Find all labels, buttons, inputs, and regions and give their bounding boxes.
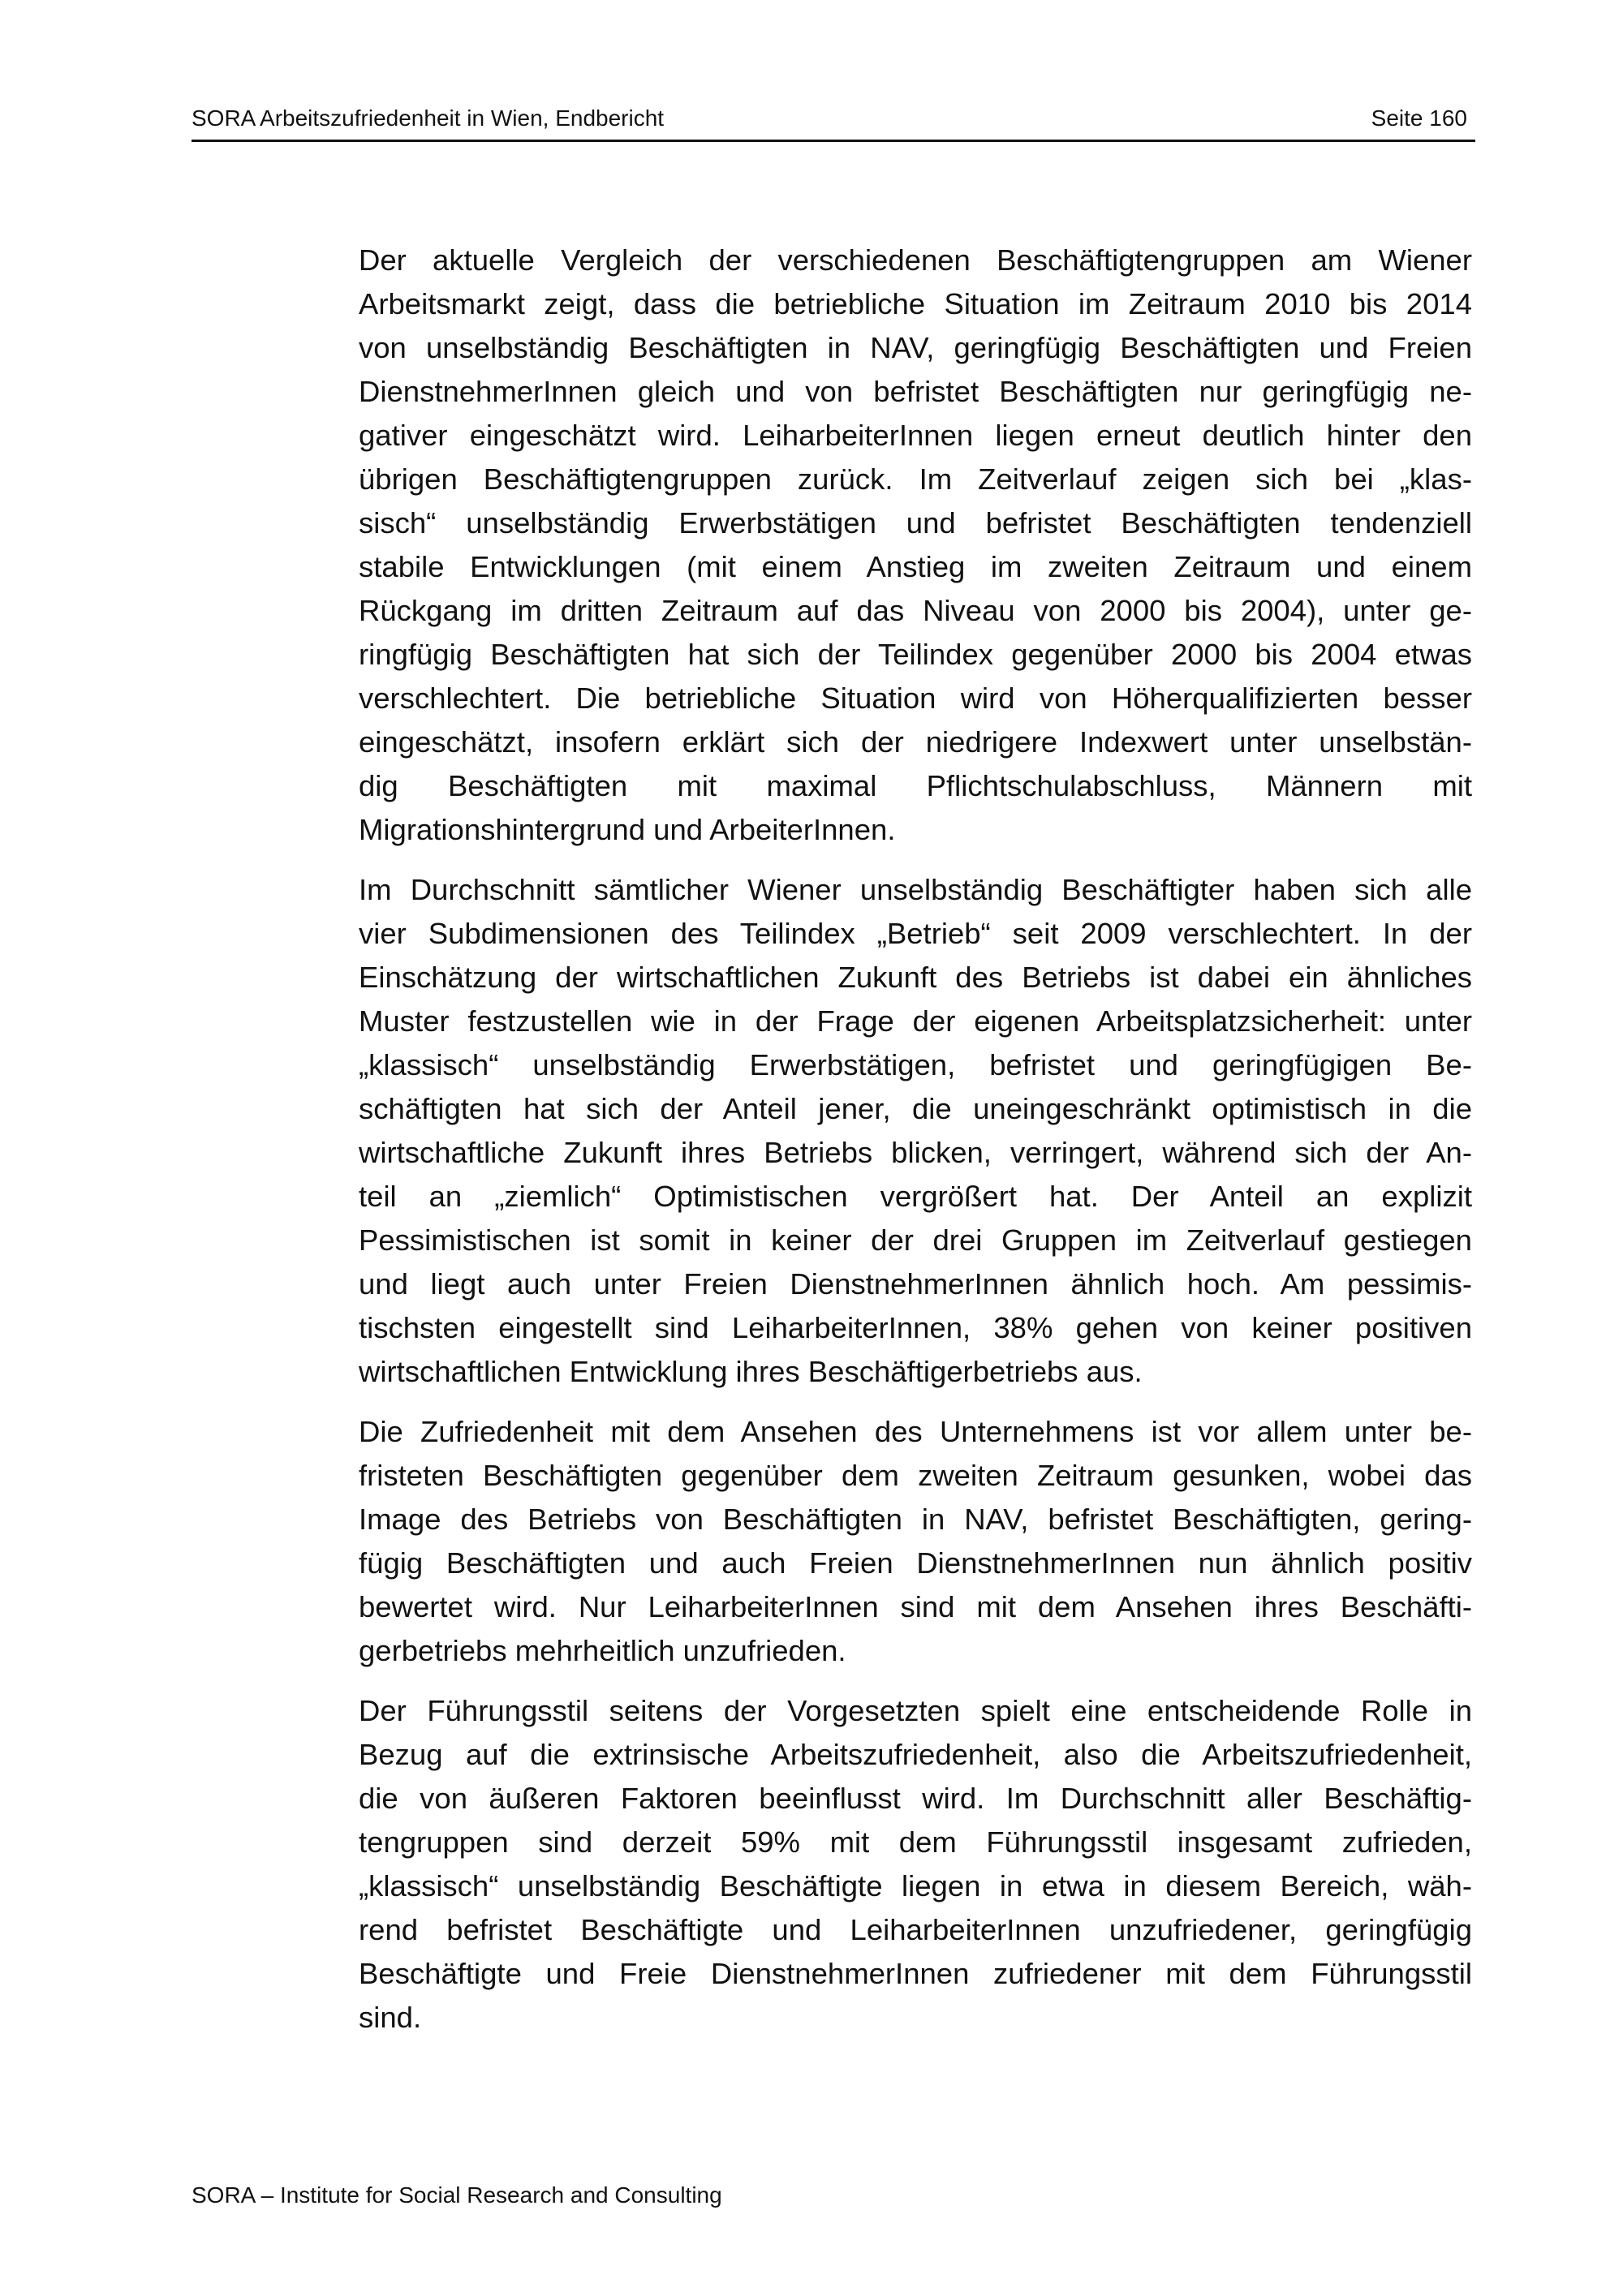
text-line: tischsten eingestellt sind LeiharbeiterInnen, 38% gehen von keiner positiven <box>359 1311 1472 1344</box>
text-line: Muster festzustellen wie in der Frage der eigenen Arbeitsplatzsicherheit: unter <box>359 1004 1472 1038</box>
page-header <box>192 102 1475 142</box>
page-number: Seite 160 <box>1371 105 1467 131</box>
text-line: von unselbständig Beschäftigten in NAV, geringfügig Beschäftigten und Freien <box>359 331 1472 364</box>
text-line: vier Subdimensionen des Teilindex „Betrieb“ seit 2009 verschlechtert. In der <box>359 917 1472 950</box>
text-line: gerbetriebs mehrheitlich unzufrieden. <box>359 1634 846 1667</box>
paragraph <box>359 1689 1472 2040</box>
text-line: übrigen Beschäftigtengruppen zurück. Im Zeitverlauf zeigen sich bei „klas- <box>359 462 1472 496</box>
text-line: dig Beschäftigten mit maximal Pflichtschulabschluss, Männern mit <box>359 769 1472 802</box>
text-line: Einschätzung der wirtschaftlichen Zukunft des Betriebs ist dabei ein ähnliches <box>359 961 1472 994</box>
text-line: Im Durchschnitt sämtlicher Wiener unselbständig Beschäftigter haben sich alle <box>359 873 1472 906</box>
text-line: die von äußeren Faktoren beeinflusst wird. Im Durchschnitt aller Beschäftig- <box>359 1782 1472 1815</box>
text-line: Die Zufriedenheit mit dem Ansehen des Unternehmens ist vor allem unter be- <box>359 1415 1472 1448</box>
text-line: stabile Entwicklungen (mit einem Anstieg im zweiten Zeitraum und einem <box>359 550 1472 583</box>
paragraph <box>359 239 1472 852</box>
text-line: Image des Betriebs von Beschäftigten in NAV, befristet Beschäftigten, gering- <box>359 1503 1472 1536</box>
text-line: schäftigten hat sich der Anteil jener, die uneingeschränkt optimistisch in die <box>359 1092 1472 1125</box>
text-line: Pessimistischen ist somit in keiner der drei Gruppen im Zeitverlauf gestiegen <box>359 1223 1472 1257</box>
text-line: rend befristet Beschäftigte und LeiharbeiterInnen unzufriedener, geringfügig <box>359 1913 1472 1946</box>
text-line: DienstnehmerInnen gleich und von befristet Beschäftigten nur geringfügig ne- <box>359 375 1472 408</box>
report-title: SORA Arbeitszufriedenheit in Wien, Endbericht <box>192 105 665 131</box>
text-line: fristeten Beschäftigten gegenüber dem zweiten Zeitraum gesunken, wobei das <box>359 1459 1472 1492</box>
text-line: „klassisch“ unselbständig Beschäftigte liegen in etwa in diesem Bereich, wäh- <box>359 1869 1472 1903</box>
text-line: gativer eingeschätzt wird. LeiharbeiterInnen liegen erneut deutlich hinter den <box>359 419 1472 452</box>
text-line: und liegt auch unter Freien DienstnehmerInnen ähnlich hoch. Am pessimis- <box>359 1267 1472 1301</box>
text-line: ringfügig Beschäftigten hat sich der Teilindex gegenüber 2000 bis 2004 etwas <box>359 638 1472 671</box>
text-line: Arbeitsmarkt zeigt, dass die betriebliche Situation im Zeitraum 2010 bis 2014 <box>359 287 1472 320</box>
text-line: Der Führungsstil seitens der Vorgesetzten spielt eine entscheidende Rolle in <box>359 1694 1472 1727</box>
text-line: eingeschätzt, insofern erklärt sich der niedrigere Indexwert unter unselbstän- <box>359 725 1472 759</box>
text-line: tengruppen sind derzeit 59% mit dem Führungsstil insgesamt zufrieden, <box>359 1825 1472 1859</box>
text-line: wirtschaftlichen Entwicklung ihres Beschäftigerbetriebs aus. <box>359 1355 1143 1388</box>
paragraph <box>359 868 1472 1394</box>
text-line: Migrationshintergrund und ArbeiterInnen. <box>359 813 896 846</box>
text-line: fügig Beschäftigten und auch Freien DienstnehmerInnen nun ähnlich positiv <box>359 1546 1472 1580</box>
text-line: Der aktuelle Vergleich der verschiedenen Beschäftigtengruppen am Wiener <box>359 243 1472 277</box>
text-line: bewertet wird. Nur LeiharbeiterInnen sind mit dem Ansehen ihres Beschäfti- <box>359 1590 1472 1623</box>
text-line: sind. <box>359 2001 422 2034</box>
text-line: teil an „ziemlich“ Optimistischen vergrößert hat. Der Anteil an explizit <box>359 1180 1472 1213</box>
text-line: Beschäftigte und Freie DienstnehmerInnen zufriedener mit dem Führungsstil <box>359 1957 1472 1990</box>
text-line: „klassisch“ unselbständig Erwerbstätigen, befristet und geringfügigen Be- <box>359 1048 1472 1081</box>
text-line: Rückgang im dritten Zeitraum auf das Niveau von 2000 bis 2004), unter ge- <box>359 594 1472 627</box>
text-line: verschlechtert. Die betriebliche Situation wird von Höherqualifizierten besser <box>359 681 1472 715</box>
paragraph <box>359 1410 1472 1673</box>
text-line: sisch“ unselbständig Erwerbstätigen und befristet Beschäftigten tendenziell <box>359 506 1472 540</box>
page-footer: SORA – Institute for Social Research and Consulting <box>192 2182 722 2208</box>
text-line: Bezug auf die extrinsische Arbeitszufriedenheit, also die Arbeitszufriedenheit, <box>359 1738 1472 1771</box>
body-text <box>359 239 1472 2056</box>
text-line: wirtschaftliche Zukunft ihres Betriebs blicken, verringert, während sich der An- <box>359 1136 1472 1169</box>
